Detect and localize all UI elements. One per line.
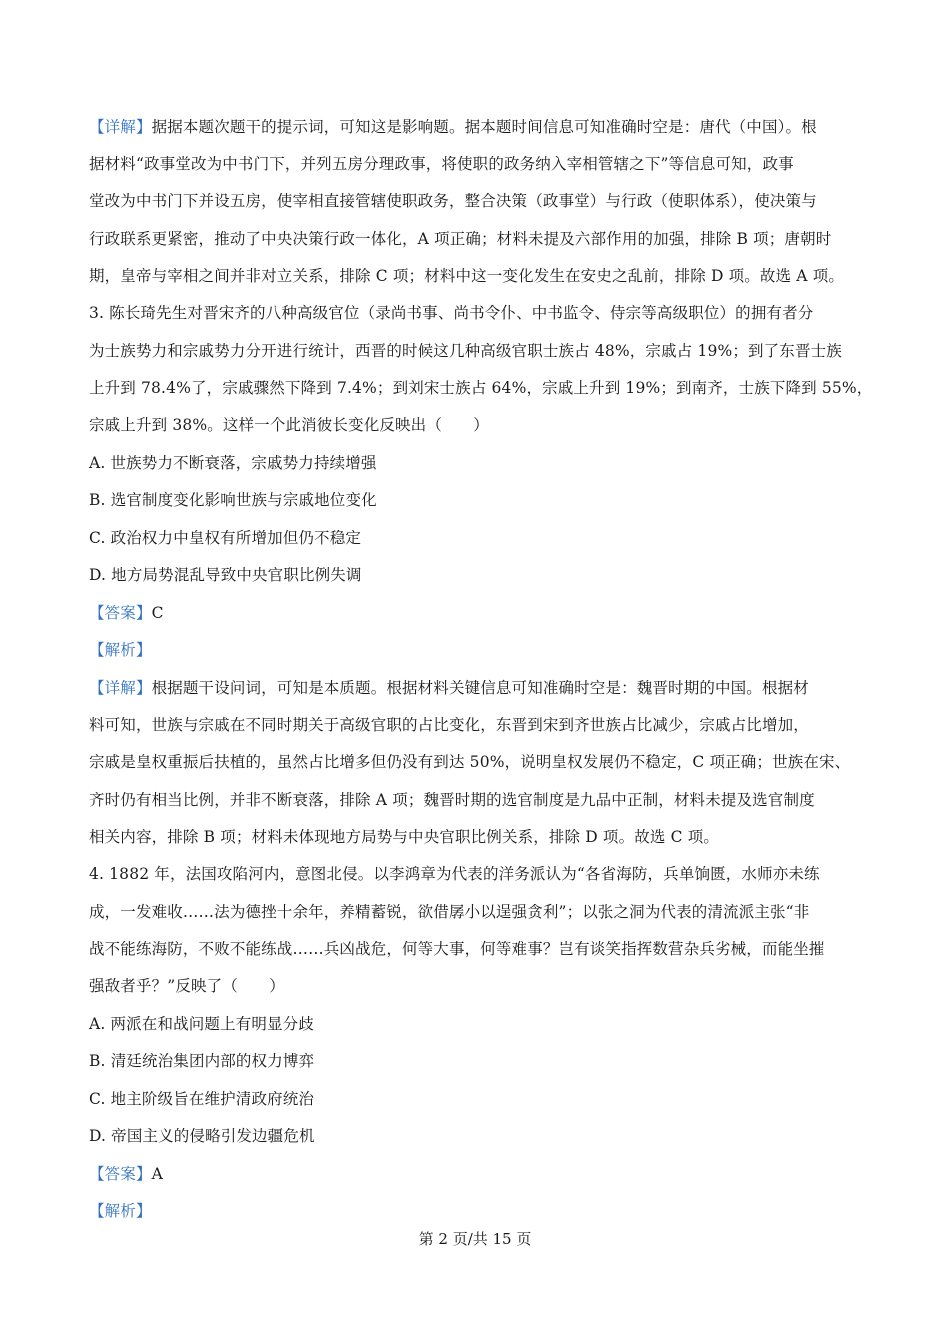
question-3-stem: 上升到 78.4%了，宗戚骤然下降到 7.4%；到刘宋士族占 64%，宗戚上升到 19%；到南齐，士族下降到 55%，: [89, 379, 873, 397]
option-b: B. 清廷统治集团内部的权力博弈: [89, 1052, 315, 1070]
analysis-tag: 【解析】: [89, 1202, 152, 1220]
question-3-stem: 宗戚上升到 38%。这样一个此消彼长变化反映出（ ）: [89, 416, 489, 434]
detail-line: 期，皇帝与宰相之间并非对立关系，排除 C 项；材料中这一变化发生在安史之乱前，排除 D 项。故选 A 项。: [89, 267, 844, 285]
detail-line: 齐时仍有相当比例，并非不断衰落，排除 A 项；魏晋时期的选官制度是九品中正制，材料未提及选官制度: [89, 791, 815, 809]
detail-line: 宗戚是皇权重振后扶植的，虽然占比增多但仍没有到达 50%，说明皇权发展仍不稳定，C 项正确；世族在宋、: [89, 753, 851, 771]
option-c: C. 地主阶级旨在维护清政府统治: [89, 1090, 315, 1108]
detail-line: 【详解】据据本题次题干的提示词，可知这是影响题。据本题时间信息可知准确时空是：唐代（中国）。根: [89, 118, 817, 136]
question-4-stem: 战不能练海防，不败不能练战……兵凶战危，何等大事，何等难事？岂有谈笑指挥数营杂兵劣械，而能坐摧: [89, 940, 825, 958]
answer-value: C: [151, 604, 164, 622]
question-3-stem: 3. 陈长琦先生对晋宋齐的八种高级官位（录尚书事、尚书令仆、中书监令、侍宗等高级职位）的拥有者分: [89, 304, 814, 322]
detail-line: 行政联系更紧密，推动了中央决策行政一体化，A 项正确；材料未提及六部作用的加强，排除 B 项；唐朝时: [89, 230, 832, 248]
analysis-line: [89, 640, 864, 660]
detail-line: 据材料“政事堂改为中书门下，并列五房分理政事，将使职的政务纳入宰相管辖之下”等信息可知，政事: [89, 155, 794, 173]
option-a: A. 两派在和战问题上有明显分歧: [89, 1015, 314, 1033]
analysis-tag: 【解析】: [89, 641, 152, 659]
question-4-stem: 4. 1882 年，法国攻陷河内，意图北侵。以李鸿章为代表的洋务派认为“各省海防，兵单饷匮，水师亦未练: [89, 865, 820, 883]
option-c: C. 政治权力中皇权有所增加但仍不稳定: [89, 529, 362, 547]
option-d: D. 地方局势混乱导致中央官职比例失调: [89, 566, 362, 584]
question-4-stem: 成，一发难收……法为德挫十余年，养精蓄锐，欲借孱小以逞强贪利”；以张之洞为代表的清流派主张“非: [89, 903, 810, 921]
detail-tag: 【详解】: [89, 679, 152, 697]
detail-line: 相关内容，排除 B 项；材料未体现地方局势与中央官职比例关系，排除 D 项。故选 C 项。: [89, 828, 719, 846]
question-3-stem: 为士族势力和宗戚势力分开进行统计，西晋的时候这几种高级官职士族占 48%，宗戚占 19%；到了东晋士族: [89, 342, 842, 360]
answer-tag: 【答案】: [89, 604, 152, 622]
option-a: A. 世族势力不断衰落，宗戚势力持续增强: [89, 454, 377, 472]
detail-tag: 【详解】: [89, 118, 152, 136]
option-b: B. 选官制度变化影响世族与宗戚地位变化: [89, 491, 377, 509]
question-4-stem: 强敌者乎？”反映了（ ）: [89, 977, 285, 995]
analysis-line: [89, 1201, 864, 1221]
answer-value: A: [151, 1165, 163, 1183]
page-number: 第 2 页/共 15 页: [418, 1230, 532, 1248]
answer-line: [89, 1164, 864, 1184]
answer-line: [89, 603, 864, 623]
detail-line: 堂改为中书门下并设五房，使宰相直接管辖使职政务，整合决策（政事堂）与行政（使职体系），使决策与: [89, 192, 817, 210]
detail-line: 料可知，世族与宗戚在不同时期关于高级官职的占比变化，东晋到宋到齐世族占比减少，宗戚占比增加，: [89, 716, 809, 734]
option-d: D. 帝国主义的侵略引发边疆危机: [89, 1127, 315, 1145]
detail-line: 【详解】根据题干设问词，可知是本质题。根据材料关键信息可知准确时空是：魏晋时期的中国。根据材: [89, 679, 809, 697]
answer-tag: 【答案】: [89, 1165, 152, 1183]
